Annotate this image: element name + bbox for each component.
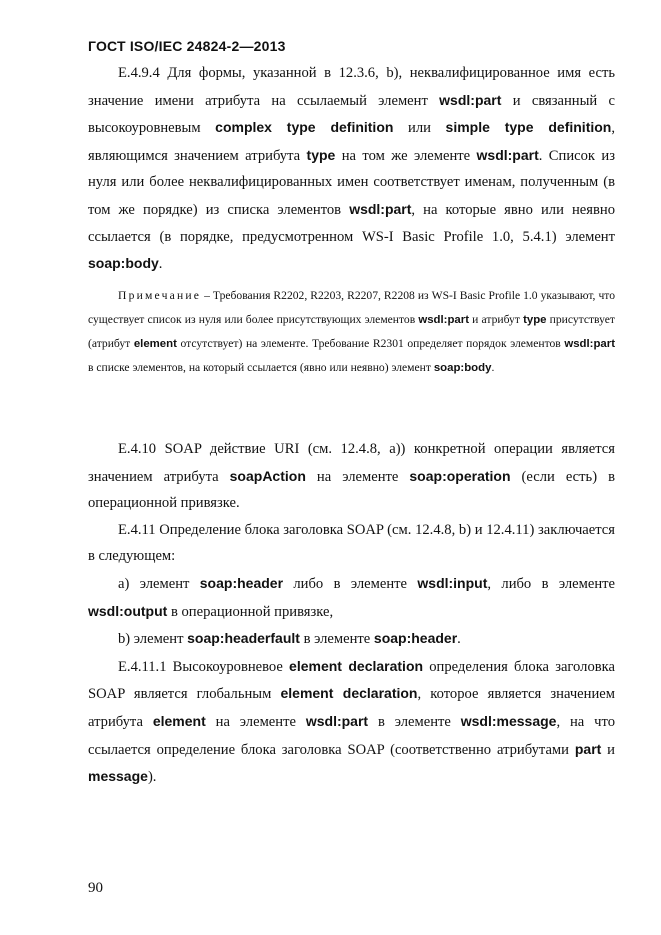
document-header: ГОСТ ISO/IEC 24824-2—2013 <box>88 38 286 54</box>
page-number: 90 <box>88 880 103 896</box>
list-item-a: a) элемент soap:header либо в элементе wsdl:input, либо в элементе wsdl:output в операционной привязке, <box>88 574 616 620</box>
paragraph-e-4-10: E.4.10 SOAP действие URI (см. 12.4.8, a)) конкретной операции является значением атрибута soapAction на элементе soap:operation (если есть) в операционной привязке. <box>88 441 615 512</box>
paragraph-e-4-9-4: E.4.9.4 Для формы, указанной в 12.3.6, b), неквалифицированное имя есть значение имени атрибута на ссылаемый элемент wsdl:part и связанный с высокоуровневым complex type definition или simple type definition, являющимся значением атрибута type на том же элементе wsdl:part. Список из нуля или более неквалифицированных имен соответствует именам, полученным (в том же порядке) из списка элементов wsdl:part, на которые явно или неявно ссылается (в порядке, предусмотренном WS-I Basic Profile 1.0, 5.4.1) элемент soap:body. <box>88 65 616 273</box>
paragraph-e-4-11-1: E.4.11.1 Высокоуровневое element declaration определения блока заголовка SOAP является глобальным element declaration, которое является значением атрибута element на элементе wsdl:part в элементе wsdl:message, на что ссылается определение блока заголовка SOAP (соответственно атрибутами part и message). <box>88 657 615 786</box>
paragraph-e-4-11: E.4.11 Определение блока заголовка SOAP (см. 12.4.8, b) и 12.4.11) заключается в следующем: <box>88 521 615 565</box>
paragraphs-e-4-10-to-e-4-11-1 <box>88 436 615 791</box>
note-label: Примечание <box>118 289 202 302</box>
list-item-b: b) элемент soap:headerfault в элементе soap:header. <box>118 630 461 648</box>
note-block: Примечание – Требования R2202, R2203, R2207, R2208 из WS-I Basic Profile 1.0 указывают, что существует список из нуля или более присутствующих элементов wsdl:part и атрибут type присутствует (атрибут element отсутствует) на элементе. Требование R2301 определяет порядок элементов wsdl:part в списке элементов, на который ссылается (явно или неявно) элемент soap:body. <box>88 289 615 374</box>
